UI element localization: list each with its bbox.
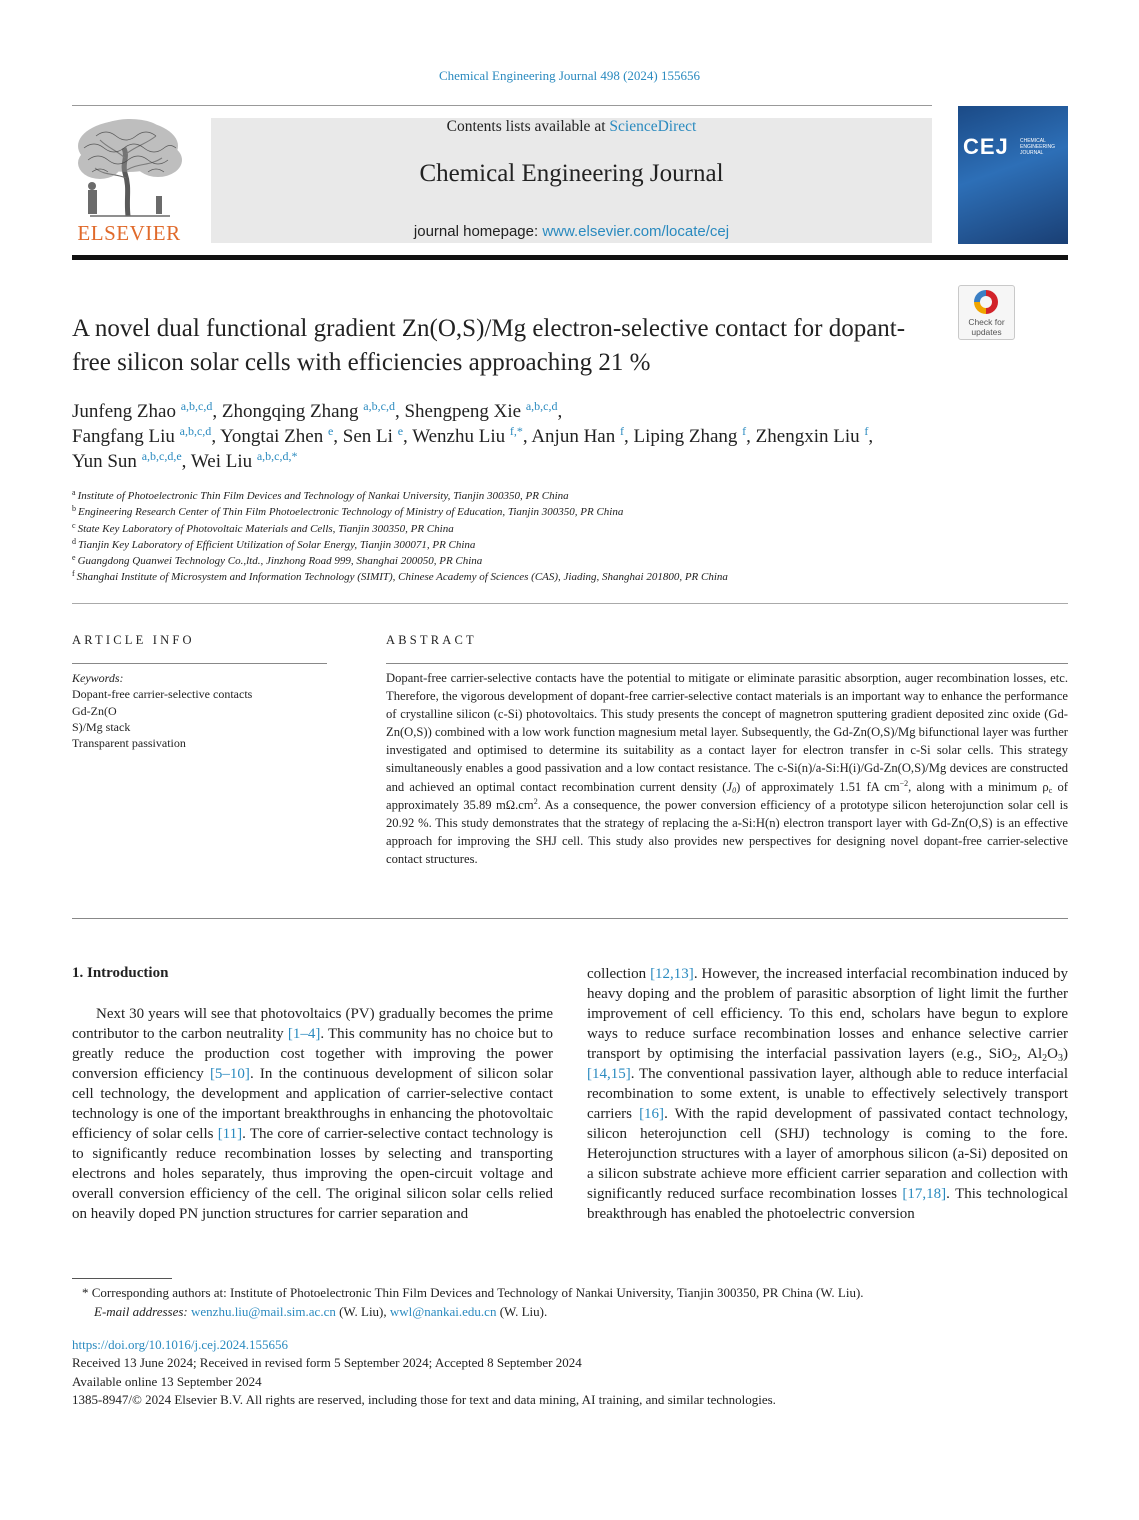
author-affiliation-marks[interactable]: a,b,c,d bbox=[363, 399, 395, 413]
intro-column-left: Next 30 years will see that photovoltaics (PV) gradually becomes the prime contributor to the carbon neutrality [1–4]. This community has no choice but to greatly reduce the production cost together with improving the power conversion efficiency [5–10]. In the continuous development of silicon solar cell technology, the development and application of carrier-selective contact technology is one of the important breakthroughs in enhancing the photovoltaic efficiency of solar cells [11]. The core of carrier-selective contact technology is to significantly reduce recombination losses by selecting and transporting electrons and holes separately, thus improving the open-circuit voltage and overall conversion efficiency of the cell. The original silicon solar cells relied on heavily doped PN junction structures for carrier separation and bbox=[72, 1006, 554, 1222]
received-dates: Received 13 June 2024; Received in revised form 5 September 2024; Accepted 8 September 2024 bbox=[72, 1355, 582, 1371]
masthead-rule bbox=[72, 255, 1068, 260]
corresponding-line: * Corresponding authors at: Institute of Photoelectronic Thin Film Devices and Technology of Nankai University, Tianjin 300350, PR China (W. Liu). bbox=[82, 1285, 864, 1300]
author-name[interactable]: Shengpeng Xie bbox=[404, 401, 522, 422]
author-name[interactable]: Wei Liu bbox=[190, 451, 253, 472]
author-name[interactable]: Junfeng Zhao bbox=[72, 401, 176, 422]
citation-link[interactable]: [16] bbox=[639, 1106, 665, 1122]
elsevier-tree-icon bbox=[70, 118, 188, 218]
author-affiliation-marks[interactable]: a,b,c,d bbox=[525, 399, 558, 413]
keyword-item: Gd-Zn(O bbox=[72, 703, 117, 718]
cover-abbrev: CEJ bbox=[963, 134, 1009, 159]
copyright-line: 1385-8947/© 2024 Elsevier B.V. All rights are reserved, including those for text and data mining, AI training, and similar technologies. bbox=[72, 1392, 776, 1408]
doi-link[interactable]: https://doi.org/10.1016/j.cej.2024.155656 bbox=[72, 1337, 289, 1352]
affiliation-item: $^d$ Tianjin Key Laboratory of Efficient Utilization of Solar Energy, Tianjin 300071, PR China bbox=[72, 536, 476, 551]
elsevier-wordmark: ELSEVIER bbox=[77, 221, 181, 245]
article-title: A novel dual functional gradient Zn(O,S)/Mg electron-selective contact for dopant-free silicon solar cells with efficiencies approaching 21 % bbox=[72, 315, 906, 376]
affiliation-item: $^f$ Shanghai Institute of Microsystem and Information Technology (SIMIT), Chinese Academy of Sciences (CAS), Jiading, Shanghai 201800, PR China bbox=[72, 569, 728, 584]
email-link-2[interactable]: wwl@nankai.edu.cn bbox=[389, 1304, 497, 1319]
email-line: E-mail addresses: wenzhu.liu@mail.sim.ac.cn (W. Liu), wwl@nankai.edu.cn (W. Liu). bbox=[94, 1304, 548, 1319]
keywords-label: Keywords: bbox=[72, 671, 124, 685]
journal-masthead bbox=[211, 118, 932, 243]
homepage-prefix: journal homepage: bbox=[413, 223, 543, 240]
author-name[interactable]: Yongtai Zhen bbox=[220, 426, 324, 447]
journal-title: Chemical Engineering Journal bbox=[419, 160, 724, 187]
corresponding-author-footnote bbox=[72, 1283, 1072, 1321]
introduction-heading: 1. Introduction bbox=[72, 965, 169, 981]
elsevier-logo bbox=[70, 118, 188, 246]
article-info-heading: ARTICLE INFO bbox=[72, 633, 195, 647]
citation-link[interactable]: [17,18] bbox=[902, 1186, 947, 1202]
contents-prefix: Contents lists available at bbox=[446, 118, 610, 135]
author-list: Junfeng Zhao $^{a,b,c,d}$, Zhongqing Zhang $^{a,b,c,d}$, Shengpeng Xie $^{a,b,c,d}$, Fangfang Liu $^{a,b,c,d}$, Yongtai Zhen $^e$, Sen Li $^e$, Wenzhu Liu $^{f,*}$, Anjun Han $^f$, Liping Zhang $^f$, Zhengxin Liu $^f$, Yun Sun $^{a,b,c,d,e}$, Wei Liu $^{a,b,c,d,*}$ bbox=[72, 399, 874, 472]
intro-column-right: collection [12,13]. However, the increased interfacial recombination induced by heavy doping and the problem of parasitic absorption of light limit the further improvement of cell efficiency. To this end, scholars have begun to explore ways to reduce surface recombination losses and enhance selective carrier transport by optimising the interfacial passivation layers (e.g., SiO$_2$, $Al_2O_3$) [14,15]. The conventional passivation layer, although able to reduce interfacial recombination to some extent, is unable to effectively selectively transport carriers [16]. With the rapid development of passivated contact technology, silicon heterojunction cell (SHJ) technology is coming to the fore. Heterojunction structures with a layer of amorphous silicon (a-Si) deposited on a silicon substrate achieve more efficient carrier separation and collection with significantly reduced surface recombination losses [17,18]. This technological breakthrough has enabled the photoelectric conversion bbox=[587, 966, 1068, 1222]
j0-symbol: $J_0$ bbox=[726, 779, 737, 795]
abstract-rule bbox=[386, 663, 1068, 664]
abstract-sup-2: 2 bbox=[533, 796, 538, 806]
contents-line bbox=[211, 118, 932, 136]
crossmark-icon bbox=[974, 290, 998, 314]
abstract-text-4: of approximately 35.89 mΩ.cm bbox=[386, 779, 1068, 812]
keyword-item: Dopant-free carrier-selective contacts bbox=[72, 687, 253, 702]
badge-line-1: Check for bbox=[968, 317, 1005, 327]
footnote-rule bbox=[72, 1278, 172, 1279]
author-name[interactable]: Zhongqing Zhang bbox=[221, 401, 359, 422]
homepage-line bbox=[211, 223, 932, 240]
check-for-updates-badge[interactable] bbox=[958, 285, 1015, 340]
top-rule bbox=[72, 105, 932, 106]
publication-info bbox=[72, 1336, 1072, 1410]
abstract-body bbox=[386, 669, 1068, 868]
abstract-heading: ABSTRACT bbox=[386, 633, 477, 647]
affiliation-item: $^b$ Engineering Research Center of Thin Film Photoelectronic Technology of Ministry of Education, Tianjin 300350, PR China bbox=[72, 504, 624, 519]
journal-cover-thumbnail[interactable] bbox=[958, 106, 1068, 244]
abstract-sub-c: c bbox=[1048, 785, 1053, 795]
badge-line-2: updates bbox=[971, 327, 1002, 337]
author-affiliation-marks[interactable]: e bbox=[327, 424, 334, 438]
running-head-citation[interactable]: Chemical Engineering Journal 498 (2024) 155656 bbox=[438, 68, 701, 83]
author-affiliation-marks[interactable]: a,b,c,d,* bbox=[256, 449, 298, 463]
citation-link[interactable]: [11] bbox=[217, 1126, 243, 1142]
affiliation-item: $^e$ Guangdong Quanwei Technology Co.,ltd., Jinzhong Road 999, Shanghai 200050, PR China bbox=[72, 553, 483, 568]
cover-journal-name: CHEMICAL ENGINEERING JOURNAL bbox=[1020, 138, 1056, 156]
author-affiliation-marks[interactable]: f,* bbox=[509, 424, 523, 438]
author-affiliation-marks[interactable]: a,b,c,d,e bbox=[141, 449, 182, 463]
keyword-item: S)/Mg stack bbox=[72, 719, 131, 734]
affiliation-list bbox=[72, 488, 1032, 586]
author-affiliation-marks[interactable]: f bbox=[742, 424, 747, 438]
abstract-text-1: Dopant-free carrier-selective contacts have the potential to mitigate or eliminate parasitic absorption, auger recombination losses, etc. Therefore, the vigorous development of dopant-free carrier-selective contact materials is an important way to enhance the performance of crystalline silicon (c-Si) photovoltaics. This study presents the concept of magnetron sputtering gradient deposited zinc oxide (Gd-Zn(O,S)) combined with a low work function magnesium metal layer. Subsequently, the Gd-Zn(O,S)/Mg bifunctional layer was further investigated and optimised to determine its suitability as a contact layer for electron transfer in c-Si solar cells. This strategy simultaneously enables a good passivation and a low contact resistance. The c-Si(n)/a-Si:H(i)/Gd-Zn(O,S)/Mg devices are constructed and achieved an optimal contact recombination current density ( bbox=[386, 671, 1068, 794]
sciencedirect-link[interactable]: ScienceDirect bbox=[609, 118, 697, 135]
author-name[interactable]: Yun Sun bbox=[72, 451, 137, 472]
author-affiliation-marks[interactable]: a,b,c,d bbox=[180, 399, 213, 413]
author-affiliation-marks[interactable]: a,b,c,d bbox=[179, 424, 212, 438]
author-name[interactable]: Zhengxin Liu bbox=[755, 426, 860, 447]
abstract-sup-1: −2 bbox=[899, 778, 909, 788]
abstract-text-3: , along with a minimum ρ bbox=[908, 779, 1049, 794]
keyword-item: Transparent passivation bbox=[72, 736, 186, 751]
author-affiliation-marks[interactable]: f bbox=[619, 424, 624, 438]
abstract-text-5: . As a consequence, the power conversion efficiency of a prototype silicon heterojunction solar cell is 20.92 %. This study demonstrates that the strategy of replacing the a-Si:H(n) electron transport layer with Gd-Zn(O,S) is an effective approach for improving the SHJ cell. This study also provides new perspectives for designing novel dopant-free carrier-selective contact structures. bbox=[386, 797, 1069, 866]
citation-link[interactable]: [12,13] bbox=[650, 966, 694, 982]
author-affiliation-marks[interactable]: e bbox=[397, 424, 404, 438]
affiliation-item: $^c$ State Key Laboratory of Photovoltaic Materials and Cells, Tianjin 300350, PR China bbox=[72, 520, 454, 535]
affiliation-item: $^a$ Institute of Photoelectronic Thin Film Devices and Technology of Nankai University, Tianjin 300350, PR China bbox=[72, 488, 569, 502]
citation-link[interactable]: [14,15] bbox=[587, 1066, 631, 1082]
author-affiliation-marks[interactable]: f bbox=[864, 424, 869, 438]
check-for-updates-label bbox=[959, 317, 1014, 337]
author-name[interactable]: Anjun Han bbox=[531, 426, 616, 447]
author-name[interactable]: Fangfang Liu bbox=[72, 426, 175, 447]
journal-homepage-link[interactable]: www.elsevier.com/locate/cej bbox=[542, 223, 730, 240]
email-link-1[interactable]: wenzhu.liu@mail.sim.ac.cn bbox=[191, 1304, 336, 1319]
keywords-block bbox=[72, 670, 332, 751]
author-name[interactable]: Sen Li bbox=[342, 426, 393, 447]
citation-link[interactable]: [1–4] bbox=[287, 1026, 321, 1042]
online-date: Available online 13 September 2024 bbox=[72, 1373, 262, 1389]
affiliation-rule bbox=[72, 603, 1068, 604]
author-name[interactable]: Wenzhu Liu bbox=[412, 426, 506, 447]
author-name[interactable]: Liping Zhang bbox=[633, 426, 738, 447]
citation-link[interactable]: [5–10] bbox=[209, 1066, 250, 1082]
article-info-rule bbox=[72, 663, 327, 664]
abstract-text-2: ) of approximately 1.51 fA cm bbox=[736, 779, 900, 794]
abstract-bottom-rule bbox=[72, 918, 1068, 919]
